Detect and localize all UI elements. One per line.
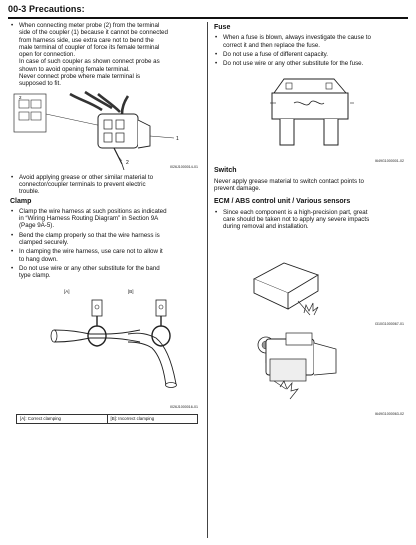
bullet-avoid-grease xyxy=(10,174,200,196)
line: • Bend the clamp properly so that the wire harness is xyxy=(19,231,160,239)
section-heading-clamp: Clamp xyxy=(10,197,32,205)
figure-code: I026J1000014-01 xyxy=(170,165,198,170)
bullet-clamp-1 xyxy=(10,208,200,230)
line: • Avoid applying grease or other similar material to xyxy=(19,173,154,181)
bullet-clamp-2 xyxy=(10,232,200,247)
line: type clamp. xyxy=(19,272,51,280)
header-rule xyxy=(8,17,408,19)
legend-correct: [A]: Correct clamping xyxy=(17,415,108,423)
line: Never apply grease material to switch contact points to xyxy=(214,177,364,185)
line: in “Wiring Harness Routing Diagram” in Section 9A xyxy=(19,215,159,223)
figure-legend xyxy=(16,414,198,424)
figure-code: I649G1000001-02 xyxy=(375,159,404,164)
line: prevent damage. xyxy=(214,185,261,193)
callout-1: 1 xyxy=(176,135,179,142)
legend-incorrect: [B]: Incorrect clamping xyxy=(110,415,155,421)
line: connector/coupler terminals to prevent electric xyxy=(19,180,146,188)
line: male terminal of coupler of force its female terminal xyxy=(19,43,160,51)
figure-coupler-probe xyxy=(10,90,200,172)
line: • In clamping the wire harness, use care not to allow it xyxy=(19,248,163,256)
line: clamped securely. xyxy=(19,239,69,247)
line: during removal and installation. xyxy=(223,223,309,231)
bullet-clamp-4 xyxy=(10,265,200,280)
line: • When connecting meter probe (2) from the terminal xyxy=(19,22,160,29)
bullet-meter-probe xyxy=(10,22,200,88)
line: • Do not use a fuse of different capacity. xyxy=(223,50,329,58)
line: (Page 9A-5). xyxy=(19,222,55,230)
line: • Since each component is a high-precision part, great xyxy=(223,208,368,216)
line: to hang down. xyxy=(19,255,58,263)
label-a: [A] xyxy=(64,288,70,294)
bullet-fuse-3 xyxy=(214,60,406,67)
bullet-fuse-2 xyxy=(214,51,406,58)
svg-text:2: 2 xyxy=(19,94,22,100)
section-heading-fuse: Fuse xyxy=(214,24,231,31)
section-heading-switch: Switch xyxy=(214,167,237,175)
bullet-ecm xyxy=(214,209,406,231)
section-heading-ecm: ECM / ABS control unit / Various sensors xyxy=(214,198,351,206)
page-header xyxy=(8,4,408,18)
line: supposed to fit. xyxy=(19,80,61,88)
fuse-illustration xyxy=(214,73,406,157)
figure-code: I310G1000067-01 xyxy=(375,322,404,327)
line: correct it and then replace the fuse. xyxy=(223,41,320,49)
ecm-illustration xyxy=(214,239,406,321)
figure-abs-unit xyxy=(214,329,406,419)
abs-unit-illustration xyxy=(214,329,406,411)
switch-text xyxy=(214,178,406,193)
left-column xyxy=(10,22,200,426)
line: • When a fuse is blown, always investigate the cause to xyxy=(223,34,371,42)
line: shown to avoid opening female terminal. xyxy=(19,65,130,73)
figure-code: I649G1000063-02 xyxy=(375,412,404,417)
coupler-probe-illustration xyxy=(10,90,200,170)
line: • Clamp the wire harness at such positions as indicated xyxy=(19,207,167,215)
figure-fuse xyxy=(214,73,406,165)
figure-ecm xyxy=(214,239,406,329)
line: In case of such coupler as shown connect probe as xyxy=(19,58,160,66)
callout-2: 2 xyxy=(126,159,129,166)
line: from harness side, use extra care not to bend the xyxy=(19,36,154,44)
line: Never connect probe where male terminal is xyxy=(19,73,141,81)
incorrect-clamp xyxy=(128,300,177,388)
line: • Do not use wire or any other substitute for the band xyxy=(19,264,160,272)
bullet-clamp-3 xyxy=(10,248,200,263)
right-column xyxy=(214,22,406,419)
clamp-illustration xyxy=(10,296,200,408)
column-divider xyxy=(207,22,208,538)
line: care should be taken not to apply any severe impacts xyxy=(223,215,370,223)
correct-clamp xyxy=(51,300,140,346)
figure-clamping xyxy=(10,286,200,426)
line: open for connection. xyxy=(19,51,76,59)
page-title: 00-3 Precautions: xyxy=(8,4,85,14)
label-b: [B] xyxy=(128,288,134,294)
bullet-fuse-1 xyxy=(214,34,406,49)
figure-code: I026J1000016-01 xyxy=(170,405,198,410)
line: trouble. xyxy=(19,188,40,196)
line: • Do not use wire or any other substitute for the fuse. xyxy=(223,60,364,68)
line: side of the coupler (1) because it cannot be connected xyxy=(19,29,168,37)
